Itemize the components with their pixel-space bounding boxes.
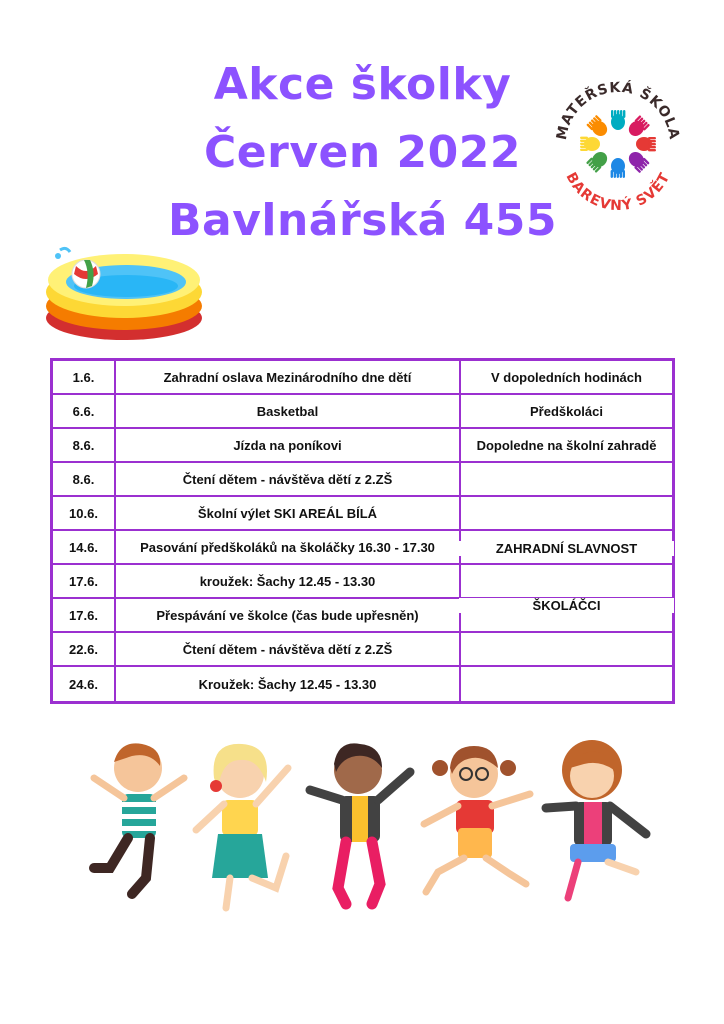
- table-row: [53, 667, 672, 701]
- cell-note: V dopoledních hodinách: [491, 369, 642, 385]
- table-row: [53, 361, 672, 395]
- cell-note: [461, 463, 672, 495]
- cell-event: Jízda na poníkovi: [116, 429, 461, 461]
- cell-date: 17.6.: [53, 599, 116, 631]
- cell-date: 24.6.: [53, 667, 116, 701]
- cell-event: Kroužek: Šachy 12.45 - 13.30: [116, 667, 461, 701]
- events-table: [50, 358, 675, 704]
- school-logo: [548, 72, 688, 212]
- cell-date: 6.6.: [53, 395, 116, 427]
- table-row: [53, 463, 672, 497]
- cell-note: Dopoledne na školní zahradě: [476, 437, 657, 453]
- merged-note-slavnost: ZAHRADNÍ SLAVNOST: [459, 541, 674, 556]
- cell-date: 1.6.: [53, 361, 116, 393]
- page-title-line-2: Červen 2022: [204, 127, 521, 178]
- merged-note-skolacci: ŠKOLÁČCI: [459, 598, 674, 613]
- kid-boy-striped-shirt-icon: [94, 743, 184, 894]
- kid-girl-blonde-icon: [196, 744, 288, 908]
- cell-date: 8.6.: [53, 429, 116, 461]
- cell-note: [461, 497, 672, 529]
- jumping-kids-illustration: [80, 738, 660, 918]
- cell-note: [461, 633, 672, 665]
- paddling-pool-icon: [40, 236, 208, 344]
- kid-girl-glasses-icon: [424, 746, 530, 892]
- cell-date: 10.6.: [53, 497, 116, 529]
- cell-note: Předškoláci: [530, 403, 603, 419]
- cell-event: Basketbal: [116, 395, 461, 427]
- cell-event: Školní výlet SKI AREÁL BÍLÁ: [116, 497, 461, 529]
- table-row: [53, 395, 672, 429]
- kid-girl-curly-icon: [546, 740, 646, 898]
- cell-date: 17.6.: [53, 565, 116, 597]
- table-row: [53, 497, 672, 531]
- cell-event: Pasování předškoláků na školáčky 16.30 - 17.30: [116, 531, 461, 563]
- cell-date: 8.6.: [53, 463, 116, 495]
- cell-event: Přespávání ve školce (čas bude upřesněn): [116, 599, 461, 631]
- page-title-line-3: Bavlnářská 455: [167, 195, 557, 246]
- table-row: [53, 565, 672, 599]
- cell-event: Zahradní oslava Mezinárodního dne dětí: [116, 361, 461, 393]
- logo-top-text: MATEŘSKÁ ŠKOLA: [553, 79, 683, 142]
- cell-note: [461, 667, 672, 701]
- table-row: [53, 429, 672, 463]
- table-row: [53, 633, 672, 667]
- cell-date: 22.6.: [53, 633, 116, 665]
- hand-prints-icon: [580, 110, 656, 178]
- cell-note: [461, 565, 672, 597]
- cell-event: Čtení dětem - návštěva dětí z 2.ZŠ: [116, 633, 461, 665]
- cell-event: Čtení dětem - návštěva dětí z 2.ZŠ: [116, 463, 461, 495]
- kid-boy-jacket-icon: [310, 743, 410, 904]
- cell-event: kroužek: Šachy 12.45 - 13.30: [116, 565, 461, 597]
- logo-bottom-text: BAREVNÝ SVĚT: [562, 169, 674, 212]
- page-title-line-1: Akce školky: [213, 59, 512, 110]
- cell-date: 14.6.: [53, 531, 116, 563]
